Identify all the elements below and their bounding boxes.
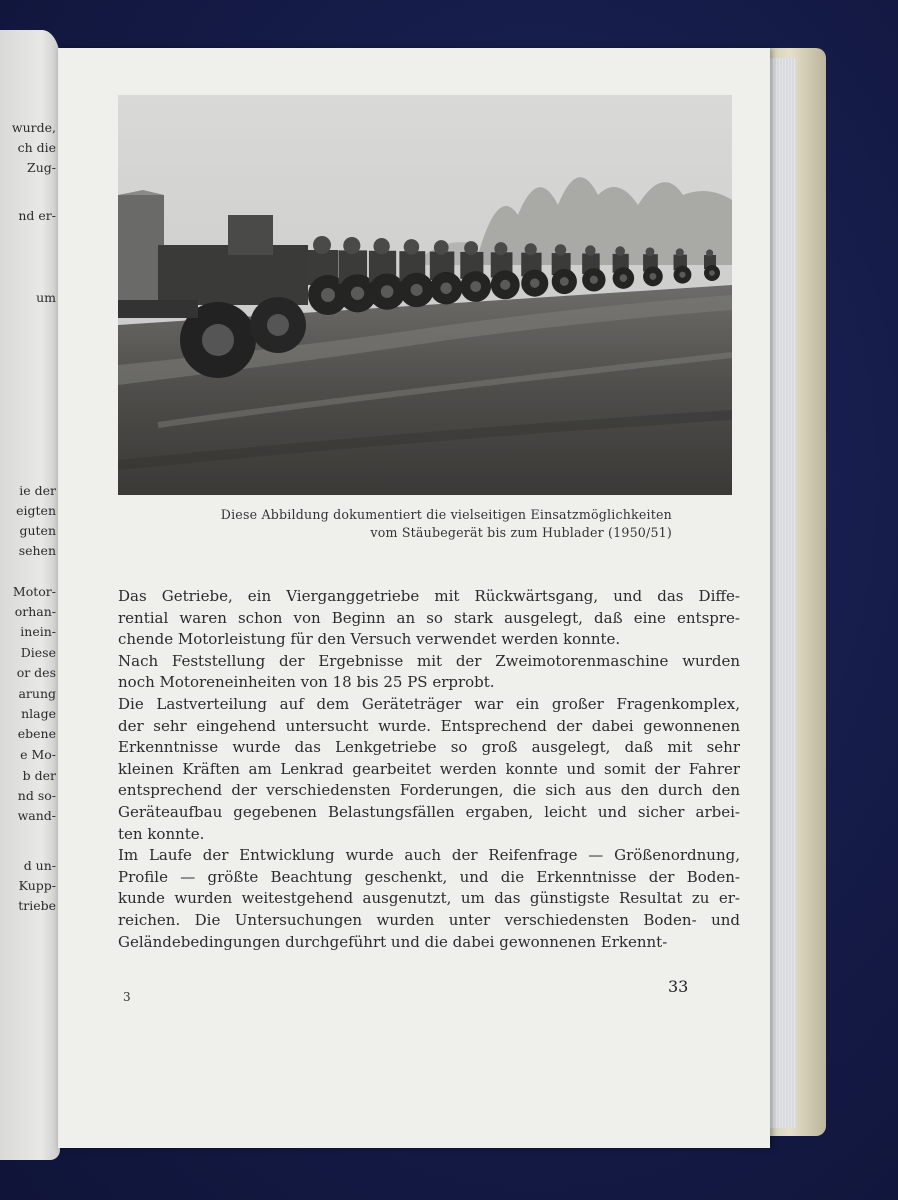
- left-page-text-fragment: ebene: [17, 726, 56, 741]
- left-page-text-fragment: nd so-: [17, 788, 56, 803]
- left-page-text-fragment: guten: [19, 523, 56, 538]
- left-page-text-fragment: b der: [22, 768, 56, 783]
- text-line: reichen. Die Untersuchungen wurden unter verschiedensten Boden- und: [118, 910, 740, 929]
- caption-line-2: vom Stäubegerät bis zum Hublader (1950/51): [370, 525, 672, 540]
- tractor-row-photo: [118, 95, 732, 495]
- text-line: Profile — größte Beachtung geschenkt, und die Erkenntnisse der Boden-: [118, 867, 740, 886]
- left-page-text-fragment: or des: [16, 665, 56, 680]
- text-line: Nach Feststellung der Ergebnisse mit der Zweimotorenmaschine wurden: [118, 651, 740, 670]
- text-line: Geländebedingungen durchgeführt und die dabei gewonnenen Erkennt-: [118, 932, 668, 951]
- left-page-text-fragment: Diese: [20, 645, 56, 660]
- text-line: noch Motoreneinheiten von 18 bis 25 PS erprobt.: [118, 673, 495, 692]
- left-page-text-fragment: sehen: [18, 543, 56, 558]
- left-page-text-fragment: nlage: [21, 706, 56, 721]
- text-line: chende Motorleistung für den Versuch verwendet werden konnte.: [118, 630, 621, 649]
- text-line: Im Laufe der Entwicklung wurde auch der Reifenfrage — Größenordnung,: [118, 846, 740, 865]
- signature-mark: 3: [123, 990, 131, 1004]
- text-line: Die Lastverteilung auf dem Geräteträger war ein großer Fragenkomplex,: [118, 694, 740, 713]
- left-page-text-fragment: e Mo-: [20, 747, 56, 762]
- text-line: entsprechend der verschiedensten Forderungen, die sich aus den durch den: [118, 781, 740, 800]
- left-page-text-fragment: triebe: [18, 898, 56, 913]
- left-page-text-fragment: wurde,: [11, 120, 56, 135]
- photo-illustration: [118, 95, 732, 495]
- text-line: ten konnte.: [118, 824, 205, 843]
- left-page-text-fragment: Motor-: [12, 584, 56, 599]
- body-text: [118, 586, 740, 953]
- book-page: [58, 48, 770, 1148]
- left-page-text-fragment: um: [36, 290, 56, 305]
- left-page-text-fragment: ch die: [17, 140, 56, 155]
- caption-line-1: Diese Abbildung dokumentiert die vielseitigen Einsatzmöglichkeiten: [220, 507, 672, 522]
- left-page-text-fragment: nd er-: [18, 208, 56, 223]
- text-line: rential waren schon von Beginn an so stark ausgelegt, daß eine entspre-: [118, 608, 740, 627]
- text-line: kleinen Kräften am Lenkrad gearbeitet werden konnte und somit der Fahrer: [118, 759, 740, 778]
- text-line: Geräteaufbau gegebenen Belastungsfällen ergaben, leicht und sicher arbei-: [118, 802, 740, 821]
- left-page-text-fragment: eigten: [16, 503, 56, 518]
- page-number: 33: [668, 977, 689, 996]
- text-line: Erkenntnisse wurde das Lenkgetriebe so groß ausgelegt, daß mit sehr: [118, 738, 740, 757]
- left-facing-page: [0, 30, 60, 1160]
- photo-caption: [152, 506, 672, 542]
- text-line: Das Getriebe, ein Vierganggetriebe mit Rückwärtsgang, und das Diffe-: [118, 587, 740, 605]
- text-line: der sehr eingehend untersucht wurde. Entsprechend der dabei gewonnenen: [118, 716, 740, 735]
- left-page-text-fragment: wand-: [17, 808, 56, 823]
- left-page-text-fragment: Kupp-: [18, 878, 56, 893]
- left-page-text-fragment: inein-: [20, 624, 56, 639]
- left-page-text-fragment: arung: [18, 686, 56, 701]
- left-page-text-fragment: orhan-: [14, 604, 56, 619]
- left-page-text-fragment: ie der: [19, 483, 56, 498]
- left-page-text-fragment: d un-: [23, 858, 56, 873]
- left-page-text-fragment: Zug-: [27, 160, 56, 175]
- text-line: kunde wurden weitestgehend ausgenutzt, um das günstigste Resultat zu er-: [118, 889, 740, 908]
